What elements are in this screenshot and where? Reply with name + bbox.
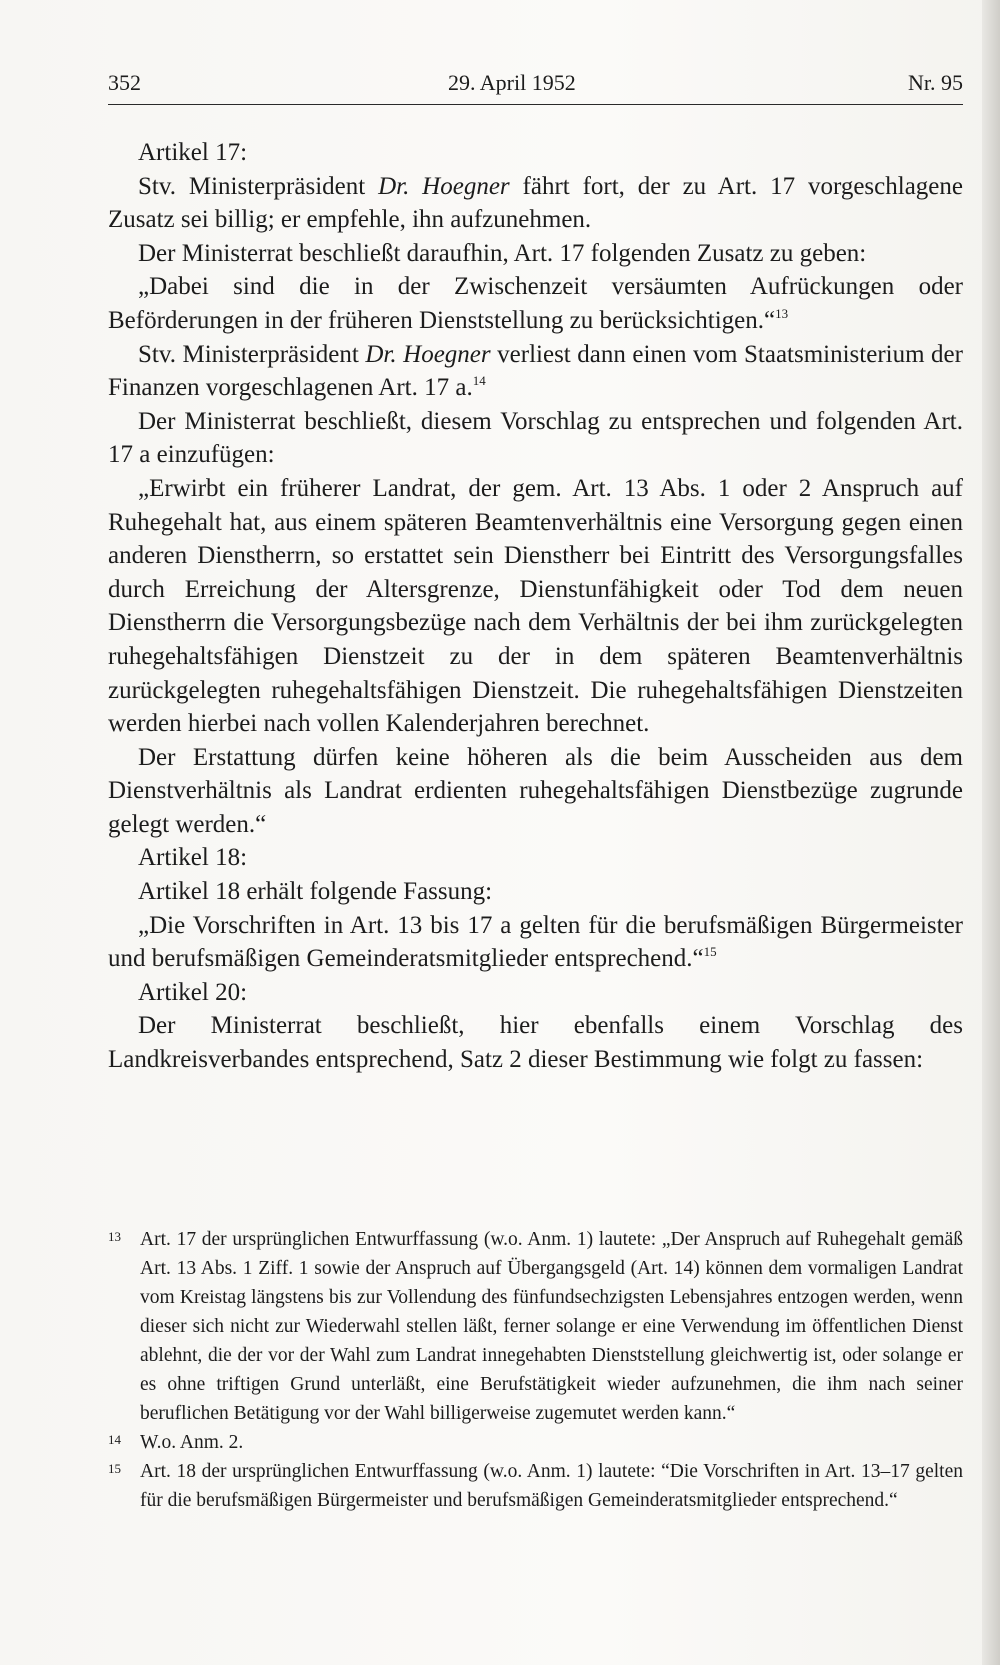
quoted-text: „Dabei sind die in der Zwischenzeit versäumten Aufrückungen oder Beförderungen in der früheren Dienststellung zu berücksichtigen.“$^{13}$	[108, 273, 963, 334]
footnote	[108, 1457, 963, 1515]
page-header	[108, 70, 963, 106]
article-heading-18: Artikel 18:	[138, 844, 248, 872]
quoted-text: „Erwirbt ein früherer Landrat, der gem. Art. 13 Abs. 1 oder 2 Anspruch auf Ruhegehalt hat, aus einem späteren Beamtenverhältnis eine Versorgung gegen einen anderen Dienstherrn, so erstattet sein Dienstherr bei Eintritt des Versorgungsfalles durch Erreichung der Altersgrenze, Dienstunfähigkeit oder Tod dem neuen Dienstherrn die Versorgungsbezüge nach dem Verhältnis der bei ihm zurückgelegten ruhegehaltsfähigen Dienstzeit zu der in dem späteren Beamtenverhältnis zurückgelegten ruhegehaltsfähigen Dienstzeit. Die ruhegehaltsfähigen Dienstzeiten werden hierbei nach vollen Kalenderjahren berechnet.	[108, 474, 963, 738]
person-name: Dr. Hoegner	[378, 172, 510, 200]
footnote-ref-14: 14	[472, 373, 486, 389]
main-text	[108, 136, 963, 1077]
page-gutter-shadow	[982, 0, 1000, 1665]
issue-number: Nr. 95	[908, 70, 963, 95]
article-heading-17: Artikel 17:	[138, 139, 248, 166]
footnotes	[108, 1225, 963, 1515]
person-name: Dr. Hoegner	[365, 340, 491, 368]
quoted-text: Der Erstattung dürfen keine höheren als die beim Ausscheiden aus dem Dienstverhältnis als Landrat erdienten ruhegehaltsfähigen Dienstbezüge zugrunde gelegt werden.“	[108, 743, 963, 838]
page-number: 352	[108, 70, 141, 95]
footnote-number: 13	[108, 1229, 121, 1244]
quoted-text: „Die Vorschriften in Art. 13 bis 17 a gelten für die berufsmäßigen Bürgermeister und berufsmäßigen Gemeinderatsmitglieder entsprechend.“$^{15}$	[108, 911, 963, 973]
article-heading-20: Artikel 20:	[138, 978, 248, 1006]
footnote-text: Art. 17 der ursprünglichen Entwurffassung (w.o. Anm. 1) lautete: „Der Anspruch auf Ruhegehalt gemäß Art. 13 Abs. 1 Ziff. 1 sowie der Anspruch auf Übergangsgeld (Art. 14) können dem vormaligen Landrat vom Kreistag längstens bis zur Vollendung des fünfundsechzigsten Lebensjahres entzogen werden, wenn dieser sich nicht zur Wiederwahl stellen läßt, ferner solange er eine Verwendung im öffentlichen Dienst ablehnt, die der vor der Wahl zum Landrat innegehabten Dienststellung gleichwertig ist, oder solange er es ohne triftigen Grund unterläßt, eine Berufstätigkeit wieder aufzunehmen, die ihm nach seiner beruflichen Betätigung vor der Wahl billigerweise zugemutet werden kann.“	[140, 1229, 963, 1424]
paragraph: Der Ministerrat beschließt, diesem Vorschlag zu entsprechen und folgenden Art. 17 a einzufügen:	[108, 407, 963, 469]
footnote	[108, 1428, 963, 1457]
paragraph: Der Ministerrat beschließt, hier ebenfalls einem Vorschlag des Landkreisverbandes entsprechend, Satz 2 dieser Bestimmung wie folgt zu fassen:	[108, 1012, 963, 1074]
paragraph: Artikel 18 erhält folgende Fassung:	[138, 878, 493, 906]
footnote-number: 15	[108, 1461, 121, 1476]
footnote-ref-15: 15	[703, 944, 717, 960]
header-date: 29. April 1952	[448, 70, 576, 95]
footnote-ref-13: 13	[775, 305, 789, 321]
footnote-number: 14	[108, 1432, 121, 1447]
footnote-text: W.o. Anm. 2.	[140, 1432, 244, 1453]
paragraph: Der Ministerrat beschließt daraufhin, Art. 17 folgenden Zusatz zu geben:	[138, 239, 867, 267]
paragraph: Stv. Ministerpräsident Dr. Hoegner fährt fort, der zu Art. 17 vorgeschlagene Zusatz sei billig; er empfehle, ihn aufzunehmen.	[108, 172, 963, 234]
header-rule	[108, 104, 963, 105]
footnote-text: Art. 18 der ursprünglichen Entwurffassung (w.o. Anm. 1) lautete: “Die Vorschriften in Art. 13–17 gelten für die berufsmäßigen Bürgermeister und berufsmäßigen Gemeinderatsmitglieder entsprechend.“	[140, 1461, 963, 1511]
paragraph: Stv. Ministerpräsident Dr. Hoegner verliest dann einen vom Staatsministerium der Finanzen vorgeschlagenen Art. 17 a.$^{14}$	[108, 340, 963, 402]
footnote	[108, 1225, 963, 1428]
